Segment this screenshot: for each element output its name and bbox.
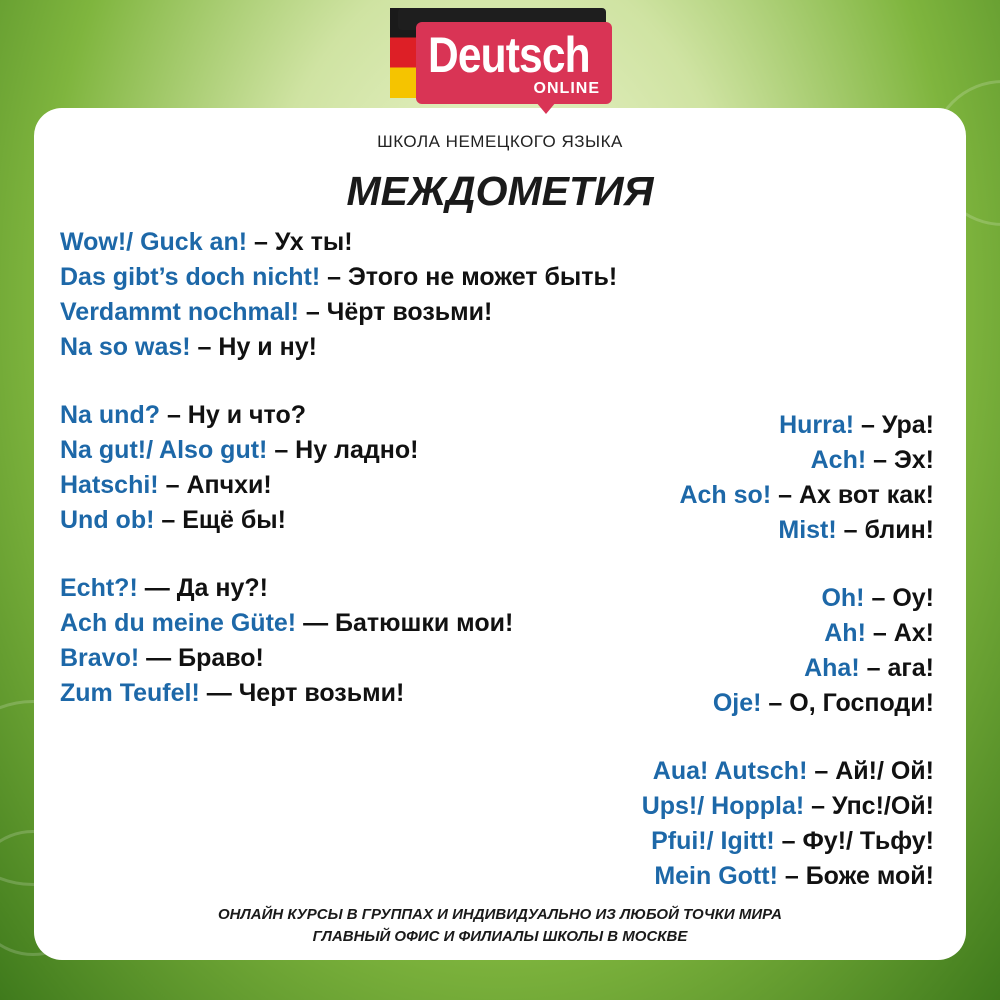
phrase-row — [60, 679, 404, 708]
phrase-row — [642, 792, 934, 821]
russian-translation: Ещё бы! — [182, 506, 286, 534]
phrase-row — [60, 333, 317, 362]
russian-translation: Да ну?! — [176, 574, 268, 602]
phrase-row — [713, 689, 934, 718]
german-phrase: Ach! — [810, 446, 867, 474]
russian-translation: Ну и что? — [187, 401, 306, 429]
russian-translation: Ах! — [893, 619, 934, 647]
russian-translation: Эх! — [893, 446, 934, 474]
logo-sub-text: ONLINE — [533, 80, 600, 97]
separator: – — [160, 401, 188, 429]
page-title: МЕЖДОМЕТИЯ — [346, 168, 654, 214]
separator: – — [761, 689, 790, 717]
phrase-row — [60, 609, 513, 638]
russian-translation: Ах вот как! — [798, 481, 934, 509]
phrase-row — [60, 471, 272, 500]
logo — [390, 8, 610, 112]
phrase-row — [824, 619, 934, 648]
german-phrase: Ah! — [824, 619, 866, 647]
russian-translation: Фу!/ Тьфу! — [802, 827, 934, 855]
german-phrase: Aua! Autsch! — [652, 757, 808, 785]
separator: – — [807, 757, 836, 785]
separator: – — [864, 584, 893, 612]
separator: – — [859, 654, 888, 682]
separator: – — [866, 446, 894, 474]
footer-line: ГЛАВНЫЙ ОФИС И ФИЛИАЛЫ ШКОЛЫ В МОСКВЕ — [312, 928, 688, 945]
separator: – — [298, 298, 327, 326]
russian-translation: Упс!/Ой! — [831, 792, 934, 820]
phrase-row — [60, 263, 617, 292]
separator: – — [267, 436, 296, 464]
german-phrase: Wow!/ Guck an! — [60, 228, 248, 256]
german-phrase: Hatschi! — [60, 471, 159, 499]
russian-translation: Ух ты! — [274, 228, 353, 256]
phrase-row — [811, 446, 934, 475]
separator: — — [199, 679, 239, 707]
separator: – — [854, 411, 882, 439]
german-phrase: Mist! — [778, 516, 837, 544]
german-phrase: Ach so! — [679, 481, 772, 509]
russian-translation: Ура! — [881, 411, 934, 439]
logo-badge — [416, 22, 612, 104]
russian-translation: Ну ладно! — [295, 436, 419, 464]
logo-main-text: Deutsch — [428, 27, 590, 83]
russian-translation: Оу! — [892, 584, 934, 612]
russian-translation: Ну и ну! — [218, 333, 317, 361]
separator: — — [139, 644, 179, 672]
phrase-row — [60, 228, 353, 257]
phrase-row — [653, 757, 934, 786]
russian-translation: ага! — [887, 654, 934, 682]
separator: – — [774, 827, 803, 855]
german-phrase: Mein Gott! — [654, 862, 778, 890]
russian-translation: Ай!/ Ой! — [835, 757, 934, 785]
phrase-row — [779, 411, 934, 440]
russian-translation: Этого не может быть! — [348, 263, 618, 291]
german-phrase: Und ob! — [60, 506, 155, 534]
separator: – — [154, 506, 183, 534]
phrase-row — [60, 401, 306, 430]
phrase-row — [60, 298, 492, 327]
footer-line: ОНЛАЙН КУРСЫ В ГРУППАХ И ИНДИВИДУАЛЬНО ИЗ ЛЮБОЙ ТОЧКИ МИРА — [217, 906, 783, 923]
phrase-row — [654, 862, 934, 891]
german-phrase: Ups!/ Hoppla! — [641, 792, 805, 820]
phrase-row — [60, 574, 268, 603]
separator: – — [190, 333, 219, 361]
russian-translation: О, Господи! — [789, 689, 934, 717]
phrase-row — [778, 516, 934, 545]
separator: – — [865, 619, 894, 647]
separator: – — [804, 792, 832, 820]
separator: – — [247, 228, 275, 256]
german-phrase: Pfui!/ Igitt! — [651, 827, 775, 855]
german-phrase: Hurra! — [779, 411, 855, 439]
russian-translation: Батюшки мои! — [335, 609, 514, 637]
russian-translation: Черт возьми! — [238, 679, 405, 707]
separator: – — [771, 481, 799, 509]
german-phrase: Aha! — [804, 654, 860, 682]
russian-translation: Апчхи! — [186, 471, 272, 499]
phrase-row — [804, 654, 934, 683]
russian-translation: Боже мой! — [805, 862, 934, 890]
phrase-row — [60, 506, 286, 535]
german-phrase: Na und? — [60, 401, 160, 429]
phrase-row — [821, 584, 934, 613]
phrase-row — [60, 436, 418, 465]
german-phrase: Oh! — [821, 584, 865, 612]
separator: – — [158, 471, 187, 499]
tagline: ШКОЛА НЕМЕЦКОГО ЯЗЫКА — [377, 132, 623, 151]
separator: – — [320, 263, 348, 291]
phrase-row — [651, 827, 934, 856]
phrase-row — [679, 481, 934, 510]
german-phrase: Zum Teufel! — [60, 679, 200, 707]
separator: — — [137, 574, 177, 602]
separator: – — [777, 862, 806, 890]
separator: — — [296, 609, 336, 637]
separator: – — [836, 516, 865, 544]
german-phrase: Na gut!/ Also gut! — [60, 436, 268, 464]
german-phrase: Echt?! — [60, 574, 138, 602]
german-phrase: Das gibt’s doch nicht! — [60, 263, 321, 291]
german-phrase: Verdammt nochmal! — [60, 298, 299, 326]
german-phrase: Ach du meine Güte! — [60, 609, 297, 637]
russian-translation: блин! — [864, 516, 934, 544]
phrase-row — [60, 644, 264, 673]
german-phrase: Oje! — [712, 689, 762, 717]
russian-translation: Чёрт возьми! — [326, 298, 493, 326]
russian-translation: Браво! — [178, 644, 264, 672]
logo-tail — [536, 102, 556, 114]
german-phrase: Bravo! — [60, 644, 140, 672]
german-phrase: Na so was! — [60, 333, 191, 361]
